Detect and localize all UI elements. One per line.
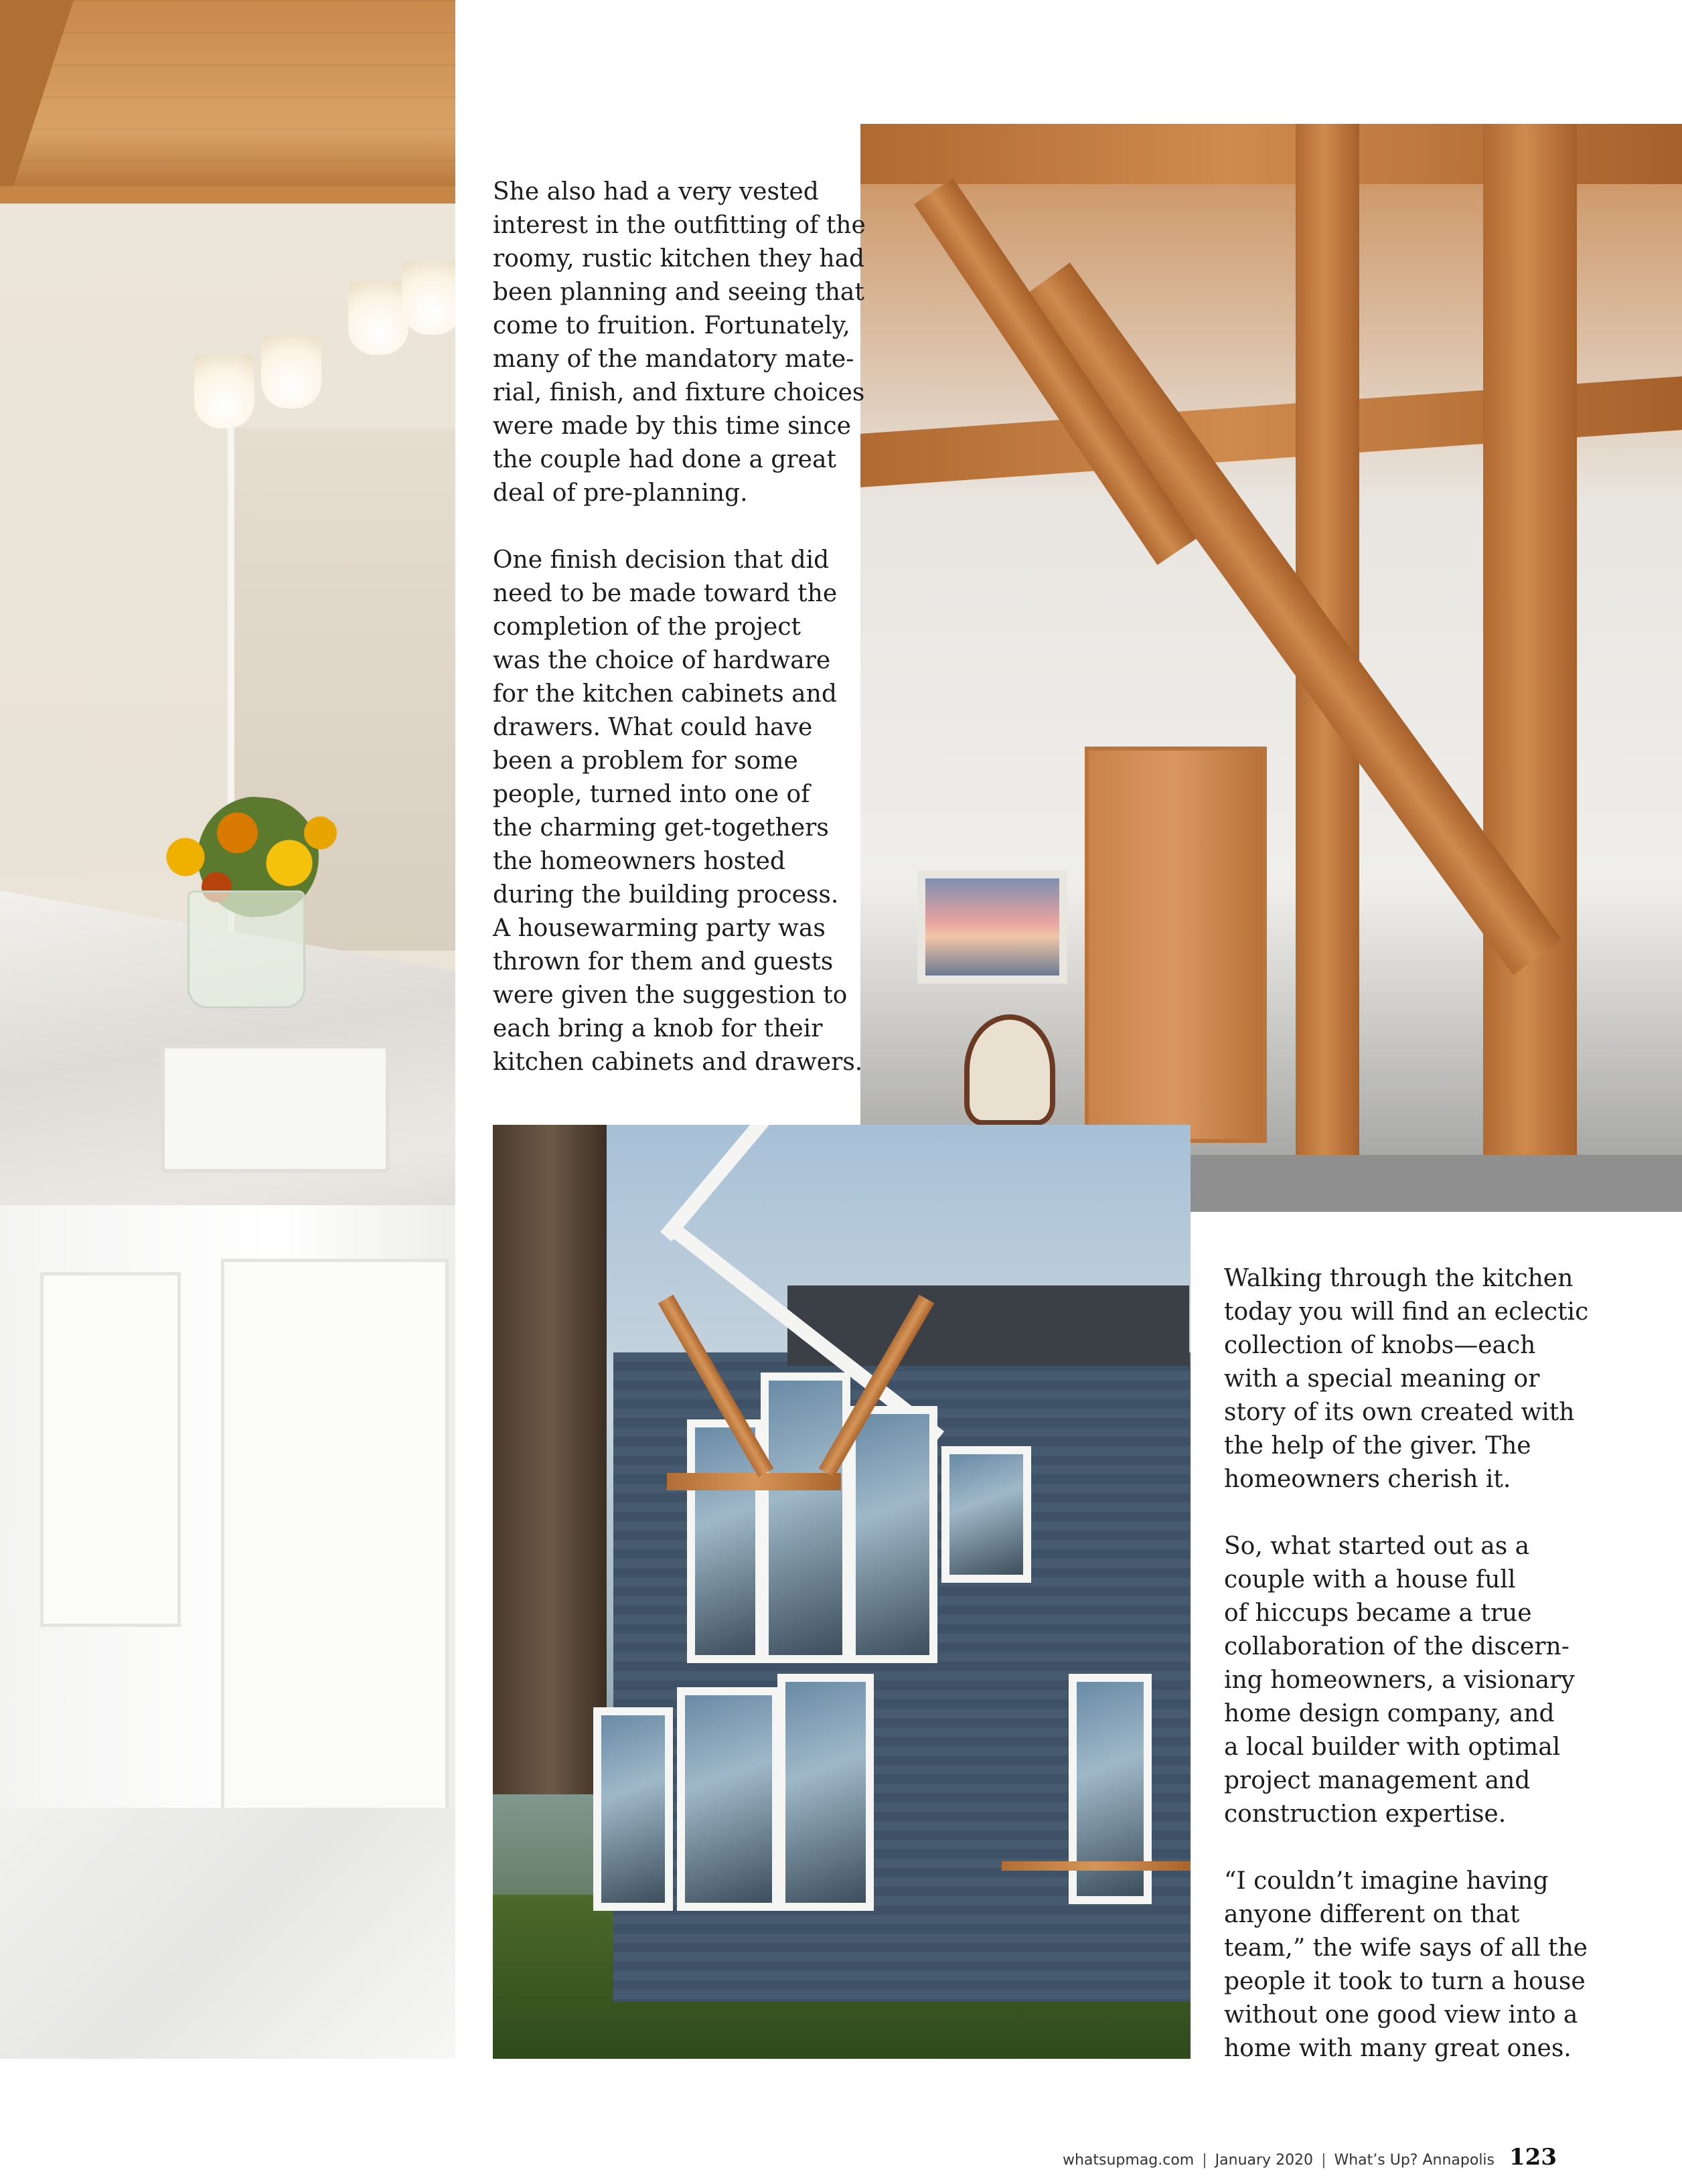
light-fixture [261, 335, 321, 408]
page-number: 123 [1509, 2144, 1557, 2171]
timber-frame-interior-photo [860, 124, 1682, 1212]
article-column-right [1224, 1262, 1599, 2065]
house-exterior-photo [493, 1125, 1191, 2059]
framed-painting [917, 870, 1067, 984]
gable-trim [660, 1125, 874, 1241]
window [941, 1446, 1031, 1583]
footer-separator: | [1202, 2152, 1207, 2169]
timber-post [1483, 124, 1577, 1212]
article-column-left [493, 175, 868, 1079]
ceiling-trim [0, 186, 455, 204]
roof [787, 1285, 1189, 1366]
vanity-sink [161, 1044, 390, 1173]
window [677, 1687, 780, 1911]
tree-trunk [493, 1125, 607, 1794]
window [593, 1707, 673, 1911]
light-fixture [194, 355, 254, 428]
paragraph: One finish decision that did need to be made toward the completion of the project was the choice of hardware for the kitchen cabinets and drawers. What could have been a problem for some people, turned into one of the charming get-togethers the homeowners hosted during the building process. A housewarming party was thrown for them and guests were given the suggestion to each bring a knob for their kitchen cabinets and drawers. [493, 546, 863, 1076]
footer-website: whatsupmag.com [1062, 2152, 1195, 2169]
cabinet-door [221, 1259, 449, 1841]
glass-vase [187, 890, 305, 1008]
bathroom-vanity-photo [0, 0, 455, 2059]
wood-ceiling [0, 0, 455, 187]
marble-floor [0, 1808, 455, 2059]
page-footer [1063, 2144, 1557, 2171]
paragraph: So, what started out as a couple with a house full of hiccups became a true collaboration of the discern- ing homeowners, a visionary home design company, and a local builder with optimal project management and construction expertise. [1224, 1533, 1575, 1828]
light-fixture [348, 281, 408, 355]
footer-separator: | [1321, 2152, 1326, 2169]
paragraph: She also had a very vested interest in the outfitting of the roomy, rustic kitchen they had been planning and seeing that come to fruition. Fortunately, many of the mandatory mate- rial, finish, and fixture choices were made by this time since the couple had done a great deal of pre-planning. [493, 178, 866, 507]
porch-railing [1002, 1861, 1191, 1871]
armchair [964, 1014, 1055, 1125]
interior-door [1085, 747, 1267, 1143]
timber-truss [667, 1473, 841, 1490]
gable-window [848, 1406, 937, 1663]
light-fixture [402, 261, 455, 335]
window [777, 1674, 874, 1911]
paragraph: “I couldn’t imagine having anyone different on that team,” the wife says of all the people it took to turn a house without one good view into a home with many great ones. [1224, 1867, 1588, 2062]
cabinet-door [40, 1272, 181, 1627]
footer-issue: January 2020 [1215, 2152, 1314, 2169]
paragraph: Walking through the kitchen today you will find an eclectic collection of knobs—each with a special meaning or story of its own created with the help of the giver. The homeowners cherish it. [1224, 1265, 1589, 1493]
gable-window [761, 1373, 850, 1663]
footer-publication: What’s Up? Annapolis [1334, 2152, 1495, 2169]
diagonal-brace [914, 178, 1197, 565]
